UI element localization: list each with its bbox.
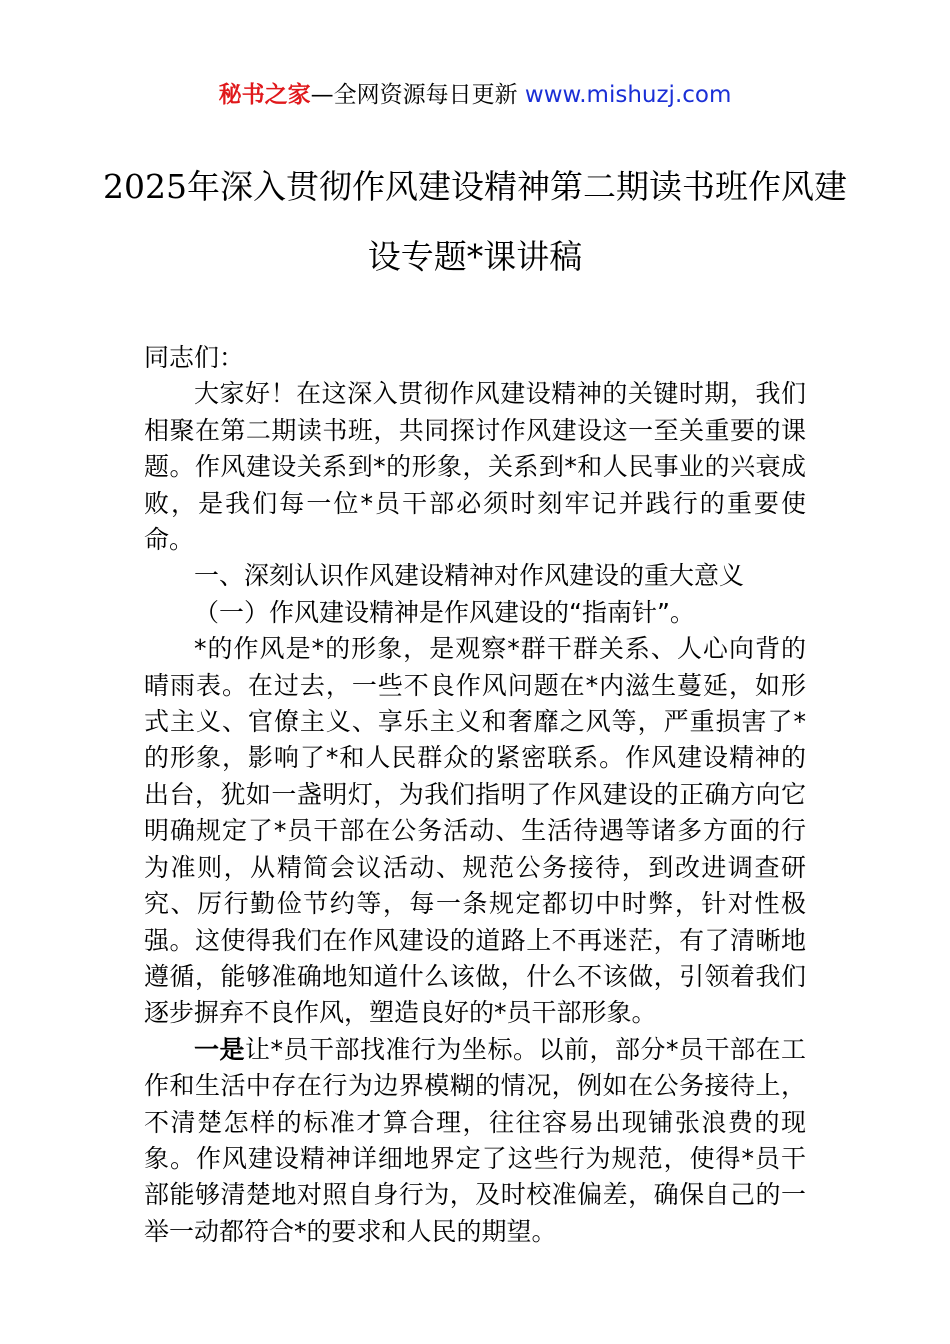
section-heading-1: 一、深刻认识作风建设精神对作风建设的重大意义: [194, 561, 745, 591]
point-text: 让*员干部找准行为坐标。以前，部分*员干部在工作和生活中存在行为边界模糊的情况，例如在公务接待上，不清楚怎样的标准才算合理，往往容易出现铺张浪费的现象。作风建设精神详细地界定了这些行为规范，使得*员干部能够清楚地对照自身行为，及时校准偏差，确保自己的一举一动都符合*的要求和人民的期望。: [144, 1034, 806, 1246]
site-brand: 秘书之家: [218, 82, 311, 108]
subsection-heading-1: （一）作风建设精神是作风建设的“指南针”。: [194, 597, 695, 627]
point-lead: 一是: [194, 1034, 245, 1064]
document-body: [144, 340, 806, 1250]
document-title: 2025年深入贯彻作风建设精神第二期读书班作风建设专题*课讲稿: [103, 167, 847, 276]
paragraph-point-1: [144, 1032, 806, 1250]
site-url-link[interactable]: www.mishuzj.com: [524, 82, 732, 108]
paragraph-intro: 大家好！在这深入贯彻作风建设精神的关键时期，我们相聚在第二期读书班，共同探讨作风建设这一至关重要的课题。作风建设关系到*的形象，关系到*和人民事业的兴衰成败，是我们每一位*员干部必须时刻牢记并践行的重要使命。: [144, 379, 806, 555]
paragraph-body-1: *的作风是*的形象，是观察*群干群关系、人心向背的晴雨表。在过去，一些不良作风问题在*内滋生蔓延，如形式主义、官僚主义、享乐主义和奢靡之风等，严重损害了*的形象，影响了*和人民群众的紧密联系。作风建设精神的出台，犹如一盏明灯，为我们指明了作风建设的正确方向它明确规定了*员干部在公务活动、生活待遇等诸多方面的行为准则，从精简会议活动、规范公务接待，到改进调查研究、厉行勤俭节约等，每一条规定都切中时弊，针对性极强。这使得我们在作风建设的道路上不再迷茫，有了清晰地遵循，能够准确地知道什么该做，什么不该做，引领着我们逐步摒弃不良作风，塑造良好的*员干部形象。: [144, 634, 806, 1028]
site-tagline: —全网资源每日更新: [310, 82, 525, 108]
site-header: [0, 80, 950, 110]
salutation: 同志们：: [144, 343, 245, 372]
